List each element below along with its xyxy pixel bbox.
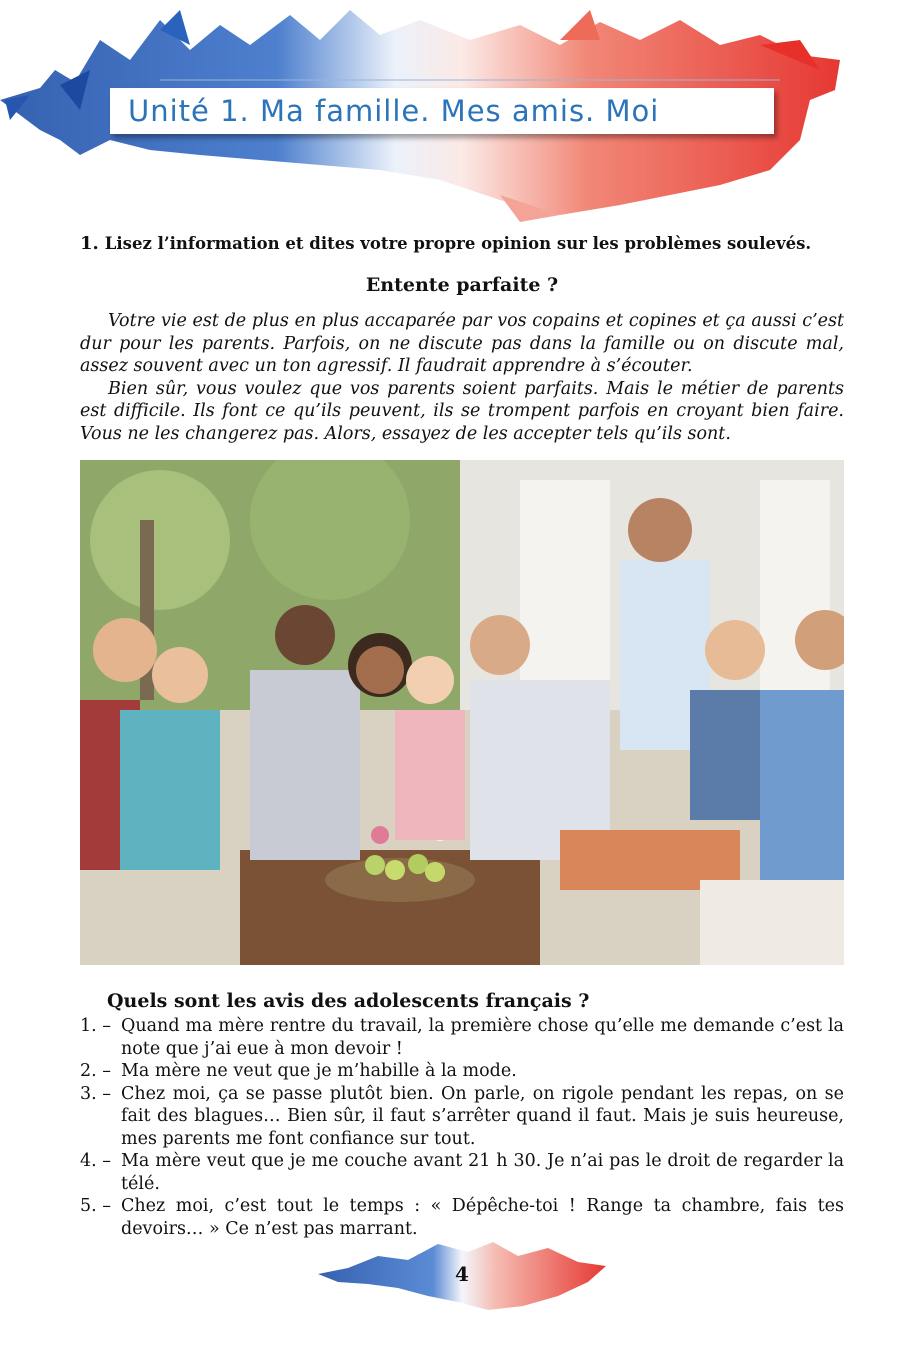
item-number: 2. –: [80, 1061, 112, 1081]
item-text: Chez moi, ça se passe plutôt bien. On parle, on rigole pendant les repas, on se fait des blagues… Bien sûr, il faut s’arrêter quand il faut. Mais je suis heureuse, mes parents me font confiance sur tout.: [121, 1083, 844, 1149]
item-text: Ma mère ne veut que je m’habille à la mode.: [121, 1061, 517, 1081]
list-item: [80, 1015, 844, 1060]
list-item: [80, 1060, 844, 1083]
article-body: [80, 310, 844, 445]
unit-title: Unité 1. Ma famille. Mes amis. Moi: [128, 94, 660, 128]
list-item: [80, 1195, 844, 1240]
item-text: Quand ma mère rentre du travail, la première chose qu’elle me demande c’est la note que j’ai eue à mon devoir !: [121, 1016, 844, 1059]
item-text: Ma mère veut que je me couche avant 21 h 30. Je n’ai pas le droit de regarder la télé.: [121, 1151, 844, 1194]
item-text: Chez moi, c’est tout le temps : « Dépêche-toi ! Range ta chambre, fais tes devoirs… » Ce n’est pas marrant.: [121, 1196, 844, 1239]
list-item: [80, 1083, 844, 1151]
article-paragraph: Votre vie est de plus en plus accaparée par vos copains et copines et ça aussi c’est dur pour les parents. Parfois, on ne discute pas dans la famille ou on discute mal, assez souvent avec un ton agressif. Il faudrait apprendre à s’écouter.: [80, 311, 844, 376]
article-paragraph: Bien sûr, vous voulez que vos parents soient parfaits. Mais le métier de parents est difficile. Ils font ce qu’ils peuvent, ils se trompent parfois en croyant bien faire. Vous ne les changerez pas. Alors, essayez de les accepter tels qu’ils sont.: [80, 378, 844, 444]
unit-title-box: [110, 88, 774, 134]
article-heading: Entente parfaite ?: [365, 274, 559, 296]
opinions-title: Quels sont les avis des adolescents français ?: [107, 990, 590, 1012]
exercise-instruction: [80, 233, 850, 254]
item-number: 1. –: [80, 1016, 112, 1036]
family-photo: [80, 460, 844, 965]
list-item: [80, 1150, 844, 1195]
item-number: 4. –: [80, 1151, 112, 1171]
item-number: 5. –: [80, 1196, 112, 1216]
page-number: 4: [455, 1262, 469, 1286]
item-number: 3. –: [80, 1083, 112, 1104]
opinions-list: [80, 1015, 844, 1240]
exercise-number: 1.: [80, 233, 99, 254]
exercise-text: Lisez l’information et dites votre propre opinion sur les problèmes soulevés.: [104, 234, 812, 253]
